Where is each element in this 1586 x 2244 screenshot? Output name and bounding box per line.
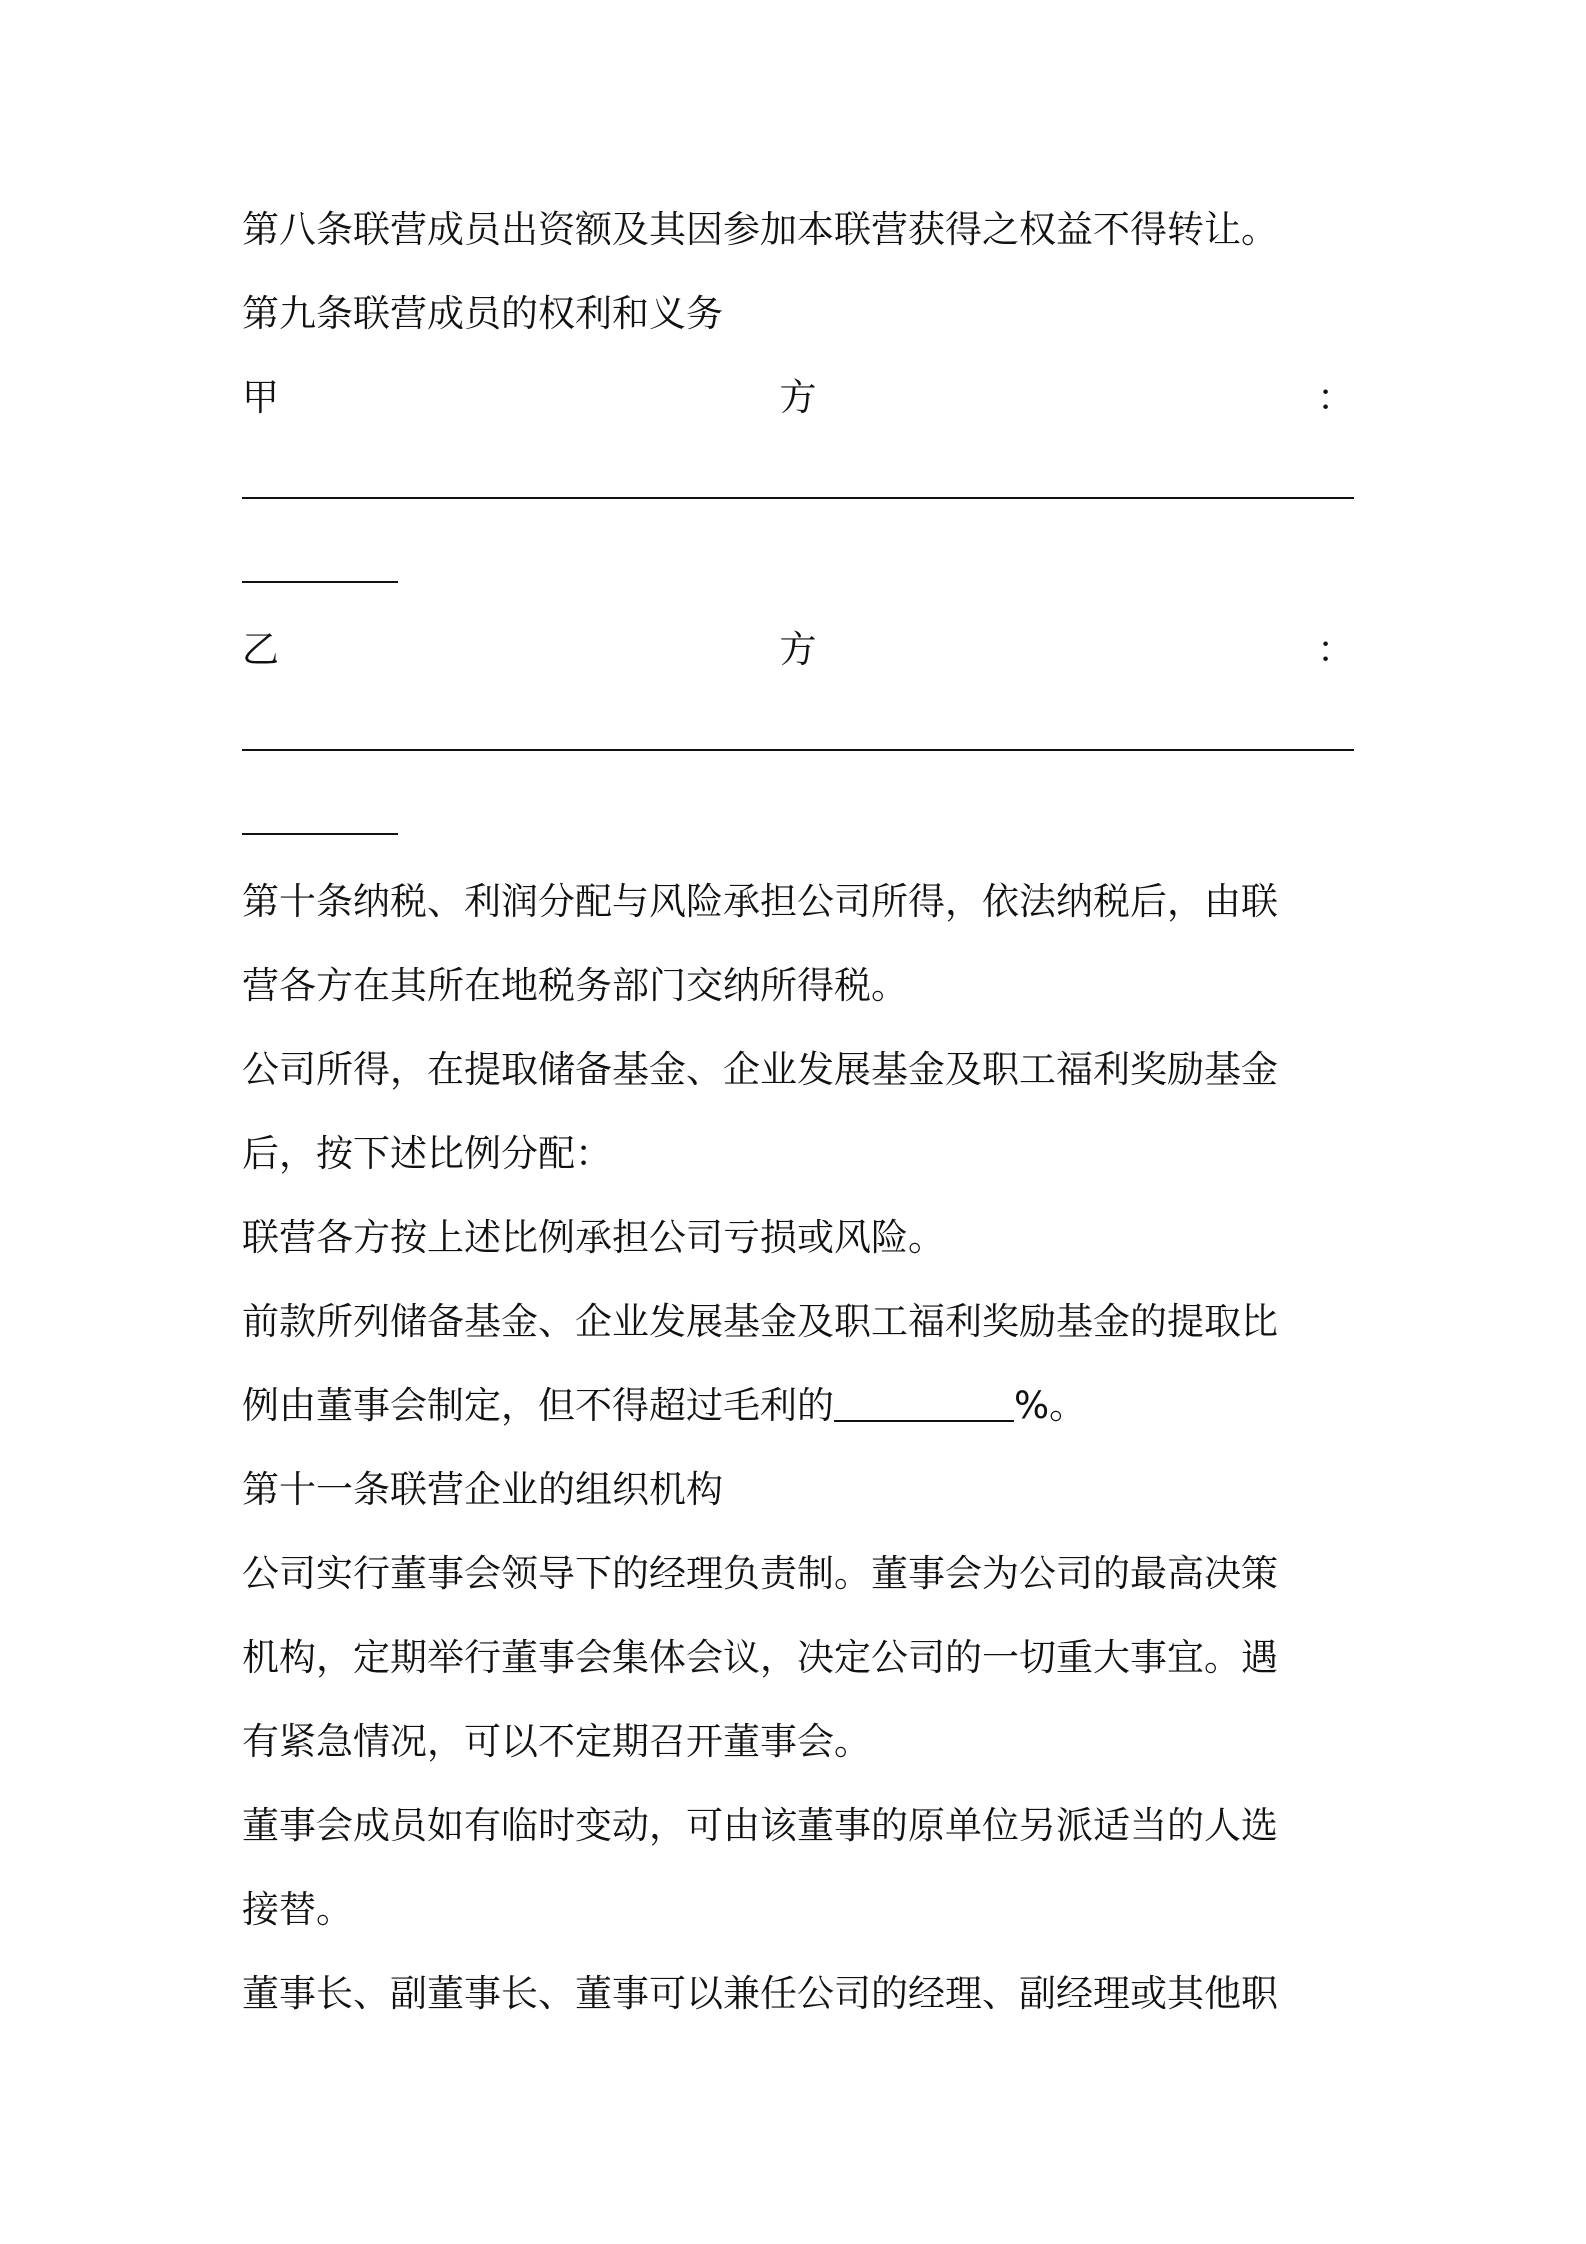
article-11-line-1: 公司实行董事会领导下的经理负责制。董事会为公司的最高决策 <box>242 1552 1278 1595</box>
party-a-colon: ： <box>1317 376 1354 419</box>
article-11-line-5: 接替。 <box>242 1888 353 1931</box>
article-10-line-5: 联营各方按上述比例承担公司亏损或风险。 <box>242 1216 945 1259</box>
article-10-line-4: 后，按下述比例分配： <box>242 1132 612 1175</box>
party-b-blank-line-2 <box>242 776 1354 860</box>
article-10-line-6: 前款所列储备基金、企业发展基金及职工福利奖励基金的提取比 <box>242 1300 1278 1343</box>
article-10-line-7-suffix: %。 <box>1014 1384 1087 1427</box>
profit-percent-blank <box>834 1390 1014 1422</box>
party-a-label <box>242 356 1354 440</box>
party-b-char1: 乙 <box>242 628 279 671</box>
article-11-line-4: 董事会成员如有临时变动，可由该董事的原单位另派适当的人选 <box>242 1804 1278 1847</box>
article-9-title: 第九条联营成员的权利和义务 <box>242 292 723 335</box>
article-10-line-2: 营各方在其所在地税务部门交纳所得税。 <box>242 964 908 1007</box>
article-11-title: 第十一条联营企业的组织机构 <box>242 1468 723 1511</box>
article-11-line-3: 有紧急情况，可以不定期召开董事会。 <box>242 1720 871 1763</box>
article-10-line-1: 第十条纳税、利润分配与风险承担公司所得，依法纳税后，由联 <box>242 880 1278 923</box>
party-a-blank-line-2 <box>242 524 1354 608</box>
party-b-label <box>242 608 1354 692</box>
article-10-line-3: 公司所得，在提取储备基金、企业发展基金及职工福利奖励基金 <box>242 1048 1278 1091</box>
party-b-colon: ： <box>1317 628 1354 671</box>
party-b-blank-line-1 <box>242 692 1354 776</box>
party-a-blank-line-1 <box>242 440 1354 524</box>
party-a-char1: 甲 <box>242 376 279 419</box>
article-11-line-6: 董事长、副董事长、董事可以兼任公司的经理、副经理或其他职 <box>242 1972 1278 2015</box>
party-b-char2: 方 <box>779 628 817 671</box>
document-page <box>242 188 1354 2036</box>
article-8: 第八条联营成员出资额及其因参加本联营获得之权益不得转让。 <box>242 208 1278 251</box>
article-10-line-7 <box>242 1364 1354 1448</box>
article-11-line-2: 机构，定期举行董事会集体会议，决定公司的一切重大事宜。遇 <box>242 1636 1278 1679</box>
party-a-char2: 方 <box>779 376 817 419</box>
article-10-line-7-prefix: 例由董事会制定，但不得超过毛利的 <box>242 1384 834 1427</box>
